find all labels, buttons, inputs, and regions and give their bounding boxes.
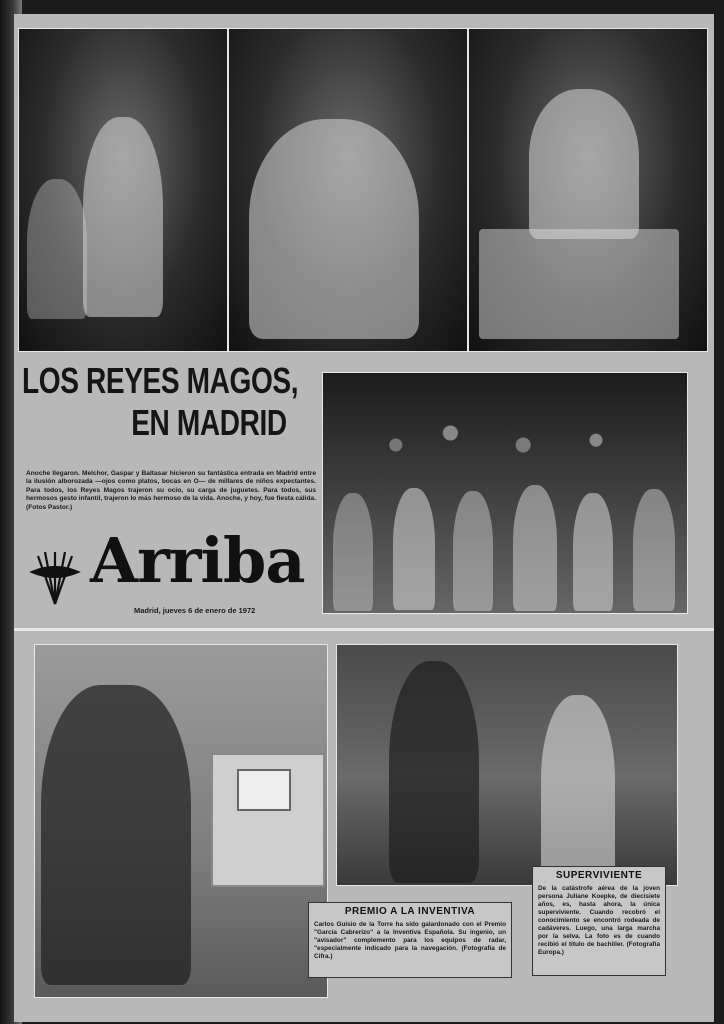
headline-line-2: EN MADRID (131, 402, 287, 443)
superviviente-title: SUPERVIVIENTE (555, 870, 643, 881)
superviviente-text: De la catástrofe aérea de la joven persona Juliane Koepke, de diecisiete años, es, hasta ahora, la única superviviente. Cuando recobró el conocimiento se encontró rodeada de cadáveres. Luego, una larga marcha por la selva. La foto es de cuando recibió el título de bachiller. (Fotografía Europa.) (538, 885, 660, 956)
premio-title: PREMIO A LA INVENTIVA (344, 906, 476, 917)
section-divider (14, 628, 714, 631)
photo-king-melchor (18, 28, 228, 352)
photo-inventor (34, 644, 328, 998)
premio-text: Carlos Guisio de la Torre ha sido galardonado con el Premio "García Cabrerizo" a la Inventiva Española. Su ingenio, un "avisador" complemento para los equipos de radar, "especialmente indicado para la navegación. (Fotografía de Cifra.) (314, 921, 506, 960)
newspaper-page (14, 14, 714, 1022)
main-caption: Anoche llegaron. Melchor, Gaspar y Baltasar hicieron su fantástica entrada en Madrid entre la ilusión alborozada —ojos como platos, bocas en O— de millares de niños expectantes. Para todos, los Reyes Magos trajeron su ocio, su carga de juguetes. Para todos, sus hermosos gesto infantil, trajeron lo más hermoso de la vida. Anoche, y hoy, fue fiesta cálida. (Fotos Pastor.) (26, 470, 316, 511)
photo-children-crowd (322, 372, 688, 614)
headline (22, 360, 299, 444)
photo-king-baltasar (468, 28, 708, 352)
photo-survivor (336, 644, 678, 886)
masthead-title: Arriba (90, 524, 305, 597)
photo-king-gaspar (228, 28, 468, 352)
caption-premio (308, 902, 512, 978)
dateline: Madrid, jueves 6 de enero de 1972 (134, 606, 256, 615)
yoke-and-arrows-icon (28, 538, 82, 608)
headline-line-1: LOS REYES MAGOS, (22, 360, 299, 401)
caption-superviviente (532, 866, 666, 976)
